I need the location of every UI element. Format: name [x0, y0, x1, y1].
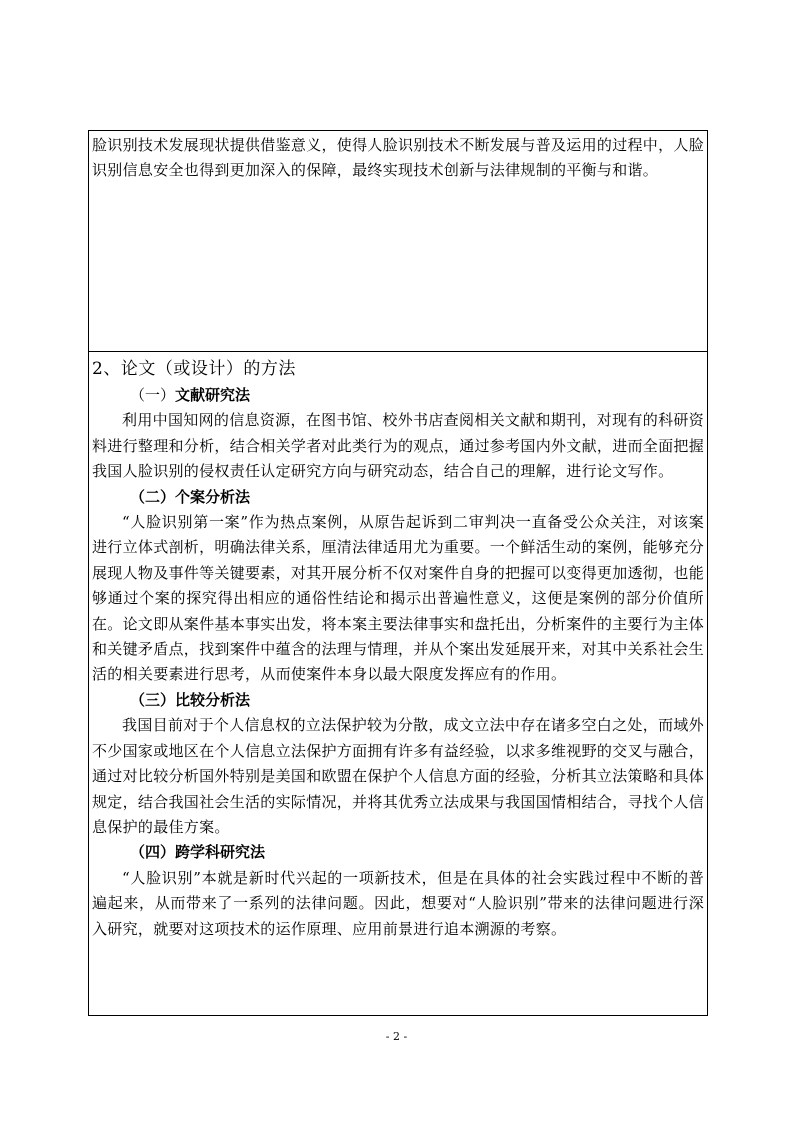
- table-cell-previous-section: [89, 131, 707, 352]
- subsection-heading: [92, 840, 704, 865]
- section-title: 2、论文（或设计）的方法: [92, 359, 296, 379]
- subsection-heading: [92, 383, 704, 408]
- subsection-number: （三）: [130, 690, 176, 709]
- subsection-title: 跨学科研究法: [175, 843, 266, 862]
- paragraph: “人脸识别”本就是新时代兴起的一项新技术，但是在具体的社会实践过程中不断的普遍起来，从而带来了一系列的法律问题。因此，想要对“人脸识别”带来的法律问题进行深入研究，就要对这项技术的运作原理、应用前景进行追本溯源的考察。: [92, 868, 704, 938]
- table-cell-methods: [89, 352, 707, 1015]
- subsection-number: （四）: [130, 843, 176, 862]
- continuation-paragraph: 脸识别技术发展现状提供借鉴意义，使得人脸识别技术不断发展与普及运用的过程中，人脸识别信息安全也得到更加深入的保障，最终实现技术创新与法律规制的平衡与和谐。: [92, 136, 705, 180]
- page-number: - 2 -: [385, 1030, 408, 1043]
- form-table: [88, 130, 708, 1016]
- paragraph: 利用中国知网的信息资源，在图书馆、校外书店查阅相关文献和期刊，对现有的科研资料进行整理和分析，结合相关学者对此类行为的观点，通过参考国内外文献，进而全面把握我国人脸识别的侵权责任认定研究方向与研究动态，结合自己的理解，进行论文写作。: [92, 411, 705, 481]
- paragraph: 我国目前对于个人信息权的立法保护较为分散，成文立法中存在诸多空白之处，而域外不少国家或地区在个人信息立法保护方面拥有许多有益经验，以求多维视野的交叉与融合，通过对比较分析国外特别是美国和欧盟在保护个人信息方面的经验，分析其立法策略和具体规定，结合我国社会生活的实际情况，并将其优秀立法成果与我国国情相结合，寻找个人信息保护的最佳方案。: [92, 716, 705, 836]
- subsection-number: （二）: [130, 487, 176, 506]
- subsection-heading: [92, 688, 704, 713]
- subsection-number: （一）: [130, 386, 176, 404]
- subsection-title: 个案分析法: [175, 487, 251, 506]
- subsection-title: 比较分析法: [175, 690, 251, 709]
- subsection-title: 文献研究法: [175, 386, 251, 404]
- subsection-heading: [92, 485, 704, 510]
- paragraph: “人脸识别第一案”作为热点案例，从原告起诉到二审判决一直备受公众关注，对该案进行立体式剖析，明确法律关系，厘清法律适用尤为重要。一个鲜活生动的案例，能够充分展现人物及事件等关键要素，对其开展分析不仅对案件自身的把握可以变得更加透彻，也能够通过个案的探究得出相应的通俗性结论和揭示出普遍性意义，这便是案例的部分价值所在。论文即从案件基本事实出发，将本案主要法律事实和盘托出，分析案件的主要行为主体和关键矛盾点，找到案件中蕴含的法理与情理，并从个案出发延展开来，对其中关系社会生活的相关要素进行思考，从而使案件本身以最大限度发挥应有的作用。: [92, 513, 705, 684]
